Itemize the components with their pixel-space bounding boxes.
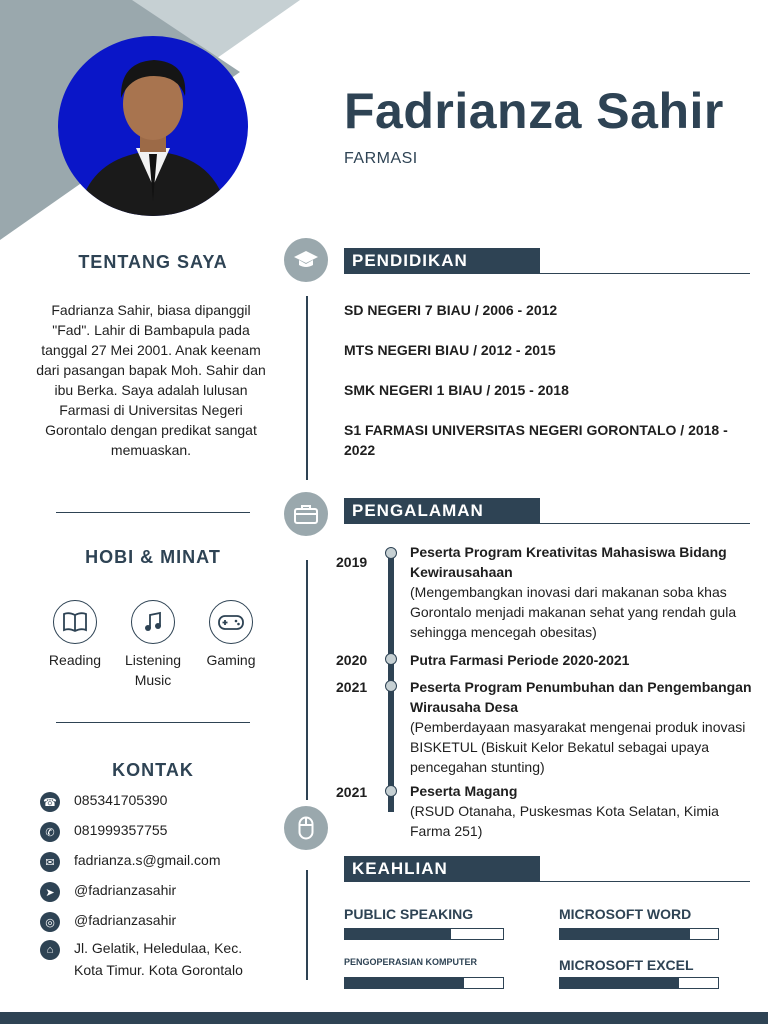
music-note-icon — [131, 600, 175, 644]
hobby-music — [118, 600, 188, 690]
experience-year: 2021 — [336, 784, 368, 800]
skill-bar-fill — [345, 978, 464, 988]
divider — [56, 722, 250, 723]
person-photo-icon — [58, 36, 248, 216]
home-icon: ⌂ — [40, 940, 60, 960]
timeline-line — [306, 560, 308, 800]
skill-bar — [559, 977, 719, 989]
timeline-dot — [385, 653, 397, 665]
gamepad-icon — [209, 600, 253, 644]
section-underline — [540, 881, 750, 882]
person-name: Fadrianza Sahir — [344, 83, 724, 139]
skills-title: KEAHLIAN — [344, 856, 540, 882]
contact-text: @fadrianzasahir — [74, 912, 177, 928]
section-underline — [540, 273, 750, 274]
experience-year: 2019 — [336, 554, 368, 570]
contact-text: fadrianza.s@gmail.com — [74, 852, 221, 868]
education-item: SMK NEGERI 1 BIAU / 2015 - 2018 — [344, 382, 569, 398]
hobby-label: Gaming — [206, 652, 256, 668]
footer-bar — [0, 1012, 768, 1024]
hobby-label: Reading — [48, 652, 102, 668]
experience-title-text: Putra Farmasi Periode 2020-2021 — [410, 652, 630, 668]
skill-bar — [559, 928, 719, 940]
education-item: MTS NEGERI BIAU / 2012 - 2015 — [344, 342, 556, 358]
skill-bar-fill — [345, 929, 451, 939]
section-underline — [540, 523, 750, 524]
divider — [56, 512, 250, 513]
experience-title-text: Peserta Program Kreativitas Mahasiswa Bidang Kewirausahaan — [410, 544, 727, 580]
briefcase-icon — [284, 492, 328, 536]
hobby-label: Listening Music — [124, 652, 182, 688]
hobby-reading — [40, 600, 110, 670]
contact-text: 081999357755 — [74, 822, 168, 838]
experience-year: 2021 — [336, 679, 368, 695]
mouse-icon — [284, 806, 328, 850]
experience-desc: (Pemberdayaan masyarakat mengenai produk inovasi BISKETUL (Biskuit Kelor Bekatul sebagai upaya pencegahan stunting) — [410, 719, 746, 775]
skill-label: MICROSOFT WORD — [559, 906, 692, 922]
contact-email — [40, 852, 221, 872]
education-item: S1 FARMASI UNIVERSITAS NEGERI GORONTALO / 2018 - 2022 — [344, 422, 728, 458]
contact-text: Jl. Gelatik, Heledulaa, Kec. Kota Timur. Kota Gorontalo — [74, 940, 243, 978]
skill-bar-fill — [560, 978, 679, 988]
contact-text: @fadrianzasahir — [74, 882, 177, 898]
skill-label: PUBLIC SPEAKING — [344, 906, 474, 922]
experience-title: PENGALAMAN — [344, 498, 540, 524]
instagram-icon: ◎ — [40, 912, 60, 932]
timeline-line — [306, 296, 308, 480]
experience-title-text: Peserta Magang — [410, 783, 518, 799]
hobby-gaming — [196, 600, 266, 670]
education-item: SD NEGERI 7 BIAU / 2006 - 2012 — [344, 302, 558, 318]
experience-title-text: Peserta Program Penumbuhan dan Pengembangan Wirausaha Desa — [410, 679, 752, 715]
profile-photo — [58, 36, 248, 216]
about-text: Fadrianza Sahir, biasa dipanggil "Fad". Lahir di Bambapula pada tanggal 27 Mei 2001. Anak keenam dari pasangan bapak Moh. Sahir dan ibu Berka. Saya adalah lulusan Farmasi di Universitas Negeri Gorontalo dengan predikat sangat memuaskan. — [36, 302, 266, 458]
skill-bar — [344, 928, 504, 940]
phone-icon: ✆ — [40, 822, 60, 842]
timeline-dot — [385, 547, 397, 559]
contact-whatsapp — [40, 792, 167, 812]
contact-phone — [40, 822, 167, 842]
telegram-icon: ➤ — [40, 882, 60, 902]
skill-label: PENGOPERASIAN KOMPUTER — [344, 957, 478, 967]
contact-telegram — [40, 882, 176, 902]
person-role: FARMASI — [344, 150, 418, 167]
contact-text: 085341705390 — [74, 792, 168, 808]
skill-label: MICROSOFT EXCEL — [559, 957, 694, 973]
experience-desc: (Mengembangkan inovasi dari makanan soba khas Gorontalo menjadi makanan sehat yang rendah gula sehingga mencegah obesitas) — [410, 584, 737, 640]
skill-bar — [344, 977, 504, 989]
contact-address — [40, 937, 274, 981]
graduation-cap-icon — [284, 238, 328, 282]
experience-year: 2020 — [336, 652, 368, 668]
skill-bar-fill — [560, 929, 690, 939]
contact-instagram — [40, 912, 176, 932]
contact-title: KONTAK — [112, 760, 194, 780]
timeline-dot — [385, 680, 397, 692]
whatsapp-icon: ☎ — [40, 792, 60, 812]
hobbies-title: HOBI & MINAT — [85, 547, 221, 567]
email-icon: ✉ — [40, 852, 60, 872]
timeline-dot — [385, 785, 397, 797]
about-title: TENTANG SAYA — [78, 252, 228, 272]
book-icon — [53, 600, 97, 644]
timeline-line — [306, 870, 308, 980]
education-title: PENDIDIKAN — [344, 248, 540, 274]
experience-desc: (RSUD Otanaha, Puskesmas Kota Selatan, Kimia Farma 251) — [410, 803, 719, 839]
